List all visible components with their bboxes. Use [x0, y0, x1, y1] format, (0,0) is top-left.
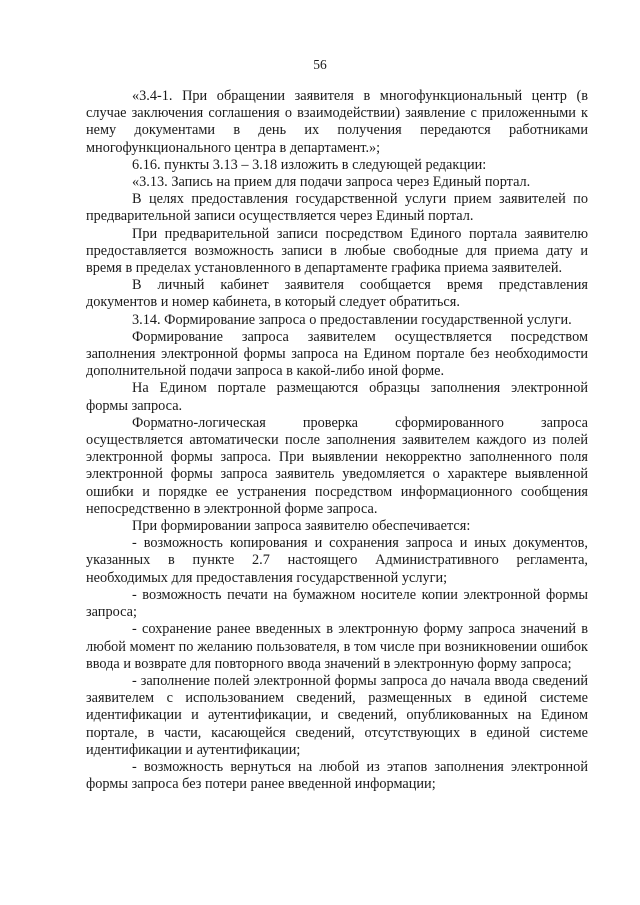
- paragraph-3-14-heading: 3.14. Формирование запроса о предоставлении государственной услуги.: [132, 311, 572, 328]
- list-item-return-step: - возможность вернуться на любой из этапов заполнения электронной формы запроса без потери ранее введенной информации;: [86, 758, 588, 793]
- paragraph-appointment-options: При предварительной записи посредством Единого портала заявителю предоставляется возможность записи в любые свободные для приема дату и время в пределах установленного в департаменте графика приема заявителей.: [86, 225, 588, 277]
- page-number: 56: [313, 57, 327, 72]
- paragraph-format-check: Форматно-логическая проверка сформированного запроса осуществляется автоматически после заполнения заявителем каждого из полей электронной формы запроса. При выявлении некорректно заполненного поля электронной формы запроса заявитель уведомляется о характере выявленной ошибки и порядке ее устранения посредством информационного сообщения непосредственно в электронной форме запроса.: [86, 414, 588, 517]
- list-item-copy-save: - возможность копирования и сохранения запроса и иных документов, указанных в пункте 2.7 настоящего Административного регламента, необходимых для предоставления государственной услуги;: [86, 535, 588, 586]
- paragraph-3-13-heading: «3.13. Запись на прием для подачи запроса через Единый портал.: [132, 174, 531, 191]
- paragraph-request-forming: Формирование запроса заявителем осуществляется посредством заполнения электронной формы запроса на Едином портале без необходимости дополнительной подачи запроса в какой-либо иной форме.: [86, 328, 588, 380]
- paragraph-3-4-1: «3.4-1. При обращении заявителя в многофункциональный центр (в случае заключения соглашения о взаимодействии) заявление с приложенными к нему документами в день их получения передаются работниками многофункционального центра в департамент.»;: [86, 88, 588, 156]
- list-item-print: - возможность печати на бумажном носителе копии электронной формы запроса;: [86, 586, 588, 621]
- paragraph-6-16: 6.16. пункты 3.13 – 3.18 изложить в следующей редакции:: [132, 156, 487, 173]
- paragraph-form-samples: На Едином портале размещаются образцы заполнения электронной формы запроса.: [86, 380, 588, 414]
- document-body: [86, 88, 588, 793]
- paragraph-prior-appointment: В целях предоставления государственной услуги прием заявителей по предварительной записи осуществляется через Единый портал.: [86, 191, 588, 225]
- list-item-prefill: - заполнение полей электронной формы запроса до начала ввода сведений заявителем с использованием сведений, размещенных в единой системе идентификации и аутентификации, и сведений, опубликованных на Едином портале, в части, касающейся сведений, отсутствующих в единой системе идентификации и аутентификации;: [86, 672, 588, 758]
- paragraph-provided-list-intro: При формировании запроса заявителю обеспечивается:: [132, 518, 471, 535]
- list-item-save-values: - сохранение ранее введенных в электронную форму запроса значений в любой момент по желанию пользователя, в том числе при возникновении ошибок ввода и возврате для повторного ввода значений в электронную форму запроса;: [86, 621, 588, 672]
- paragraph-personal-cabinet: В личный кабинет заявителя сообщается время представления документов и номер кабинета, в который следует обратиться.: [86, 277, 588, 311]
